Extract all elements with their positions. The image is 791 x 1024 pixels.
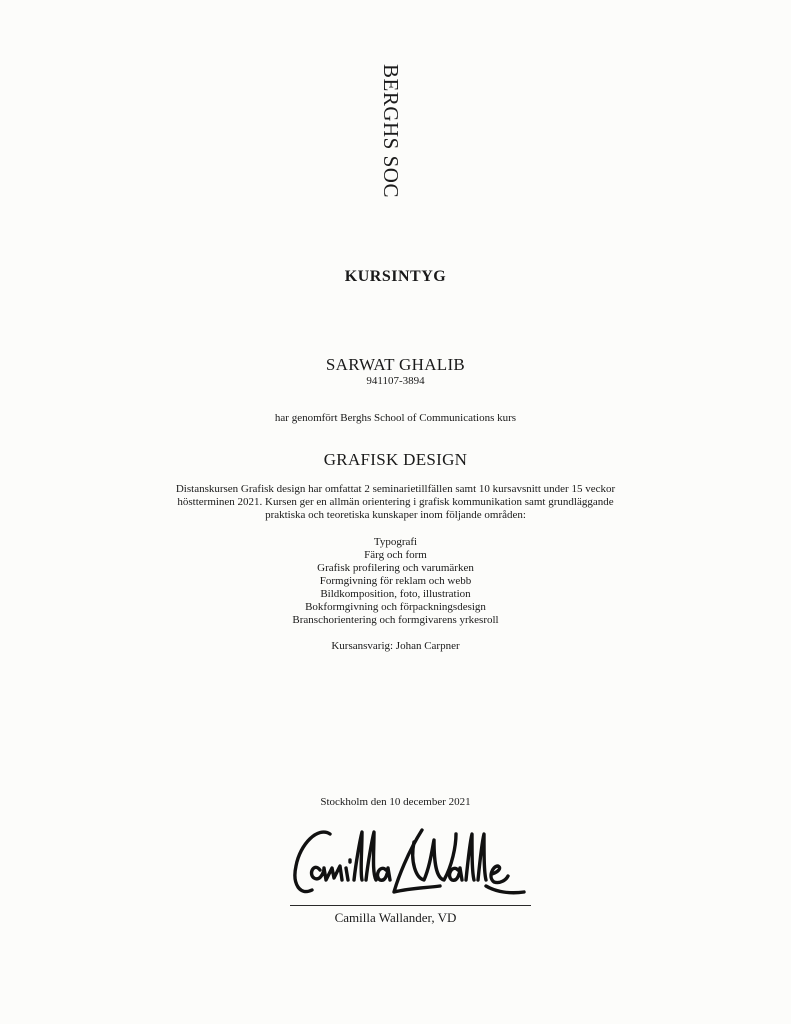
- course-responsible: Kursansvarig: Johan Carpner: [331, 640, 460, 652]
- topic-item: Formgivning för reklam och webb: [319, 575, 472, 587]
- topic-item: Bildkomposition, foto, illustration: [320, 588, 471, 600]
- topic-item: Branschorientering och formgivarens yrkesroll: [292, 614, 499, 626]
- handwritten-signature: [290, 822, 530, 904]
- topic-item: Bokformgivning och förpackningsdesign: [305, 601, 486, 613]
- logo-text: BERGHS SOC: [379, 64, 403, 198]
- recipient-name: SARWAT GHALIB: [325, 355, 466, 374]
- personal-number: 941107-3894: [366, 375, 425, 387]
- intro-text: har genomfört Berghs School of Communications kurs: [274, 412, 517, 424]
- document-title: KURSINTYG: [344, 268, 447, 285]
- course-description: Distanskursen Grafisk design har omfattat 2 seminarietillfällen samt 10 kursavsnitt under 15 veckor höstterminen 2021. Kursen ger en allmän orientering i grafisk kommunikation samt grundläggande praktiska och teoretiska kunskaper inom följande områden:: [175, 483, 616, 521]
- topic-list: [0, 536, 791, 627]
- topic-item: Färg och form: [364, 549, 427, 561]
- topic-item: Typografi: [373, 536, 418, 548]
- course-name: GRAFISK DESIGN: [323, 450, 468, 469]
- signer-name: Camilla Wallander, VD: [334, 910, 457, 925]
- signature-line: [290, 905, 531, 906]
- topic-item: Grafisk profilering och varumärken: [317, 562, 474, 574]
- place-date: Stockholm den 10 december 2021: [320, 796, 471, 808]
- berghs-logo: [378, 64, 414, 214]
